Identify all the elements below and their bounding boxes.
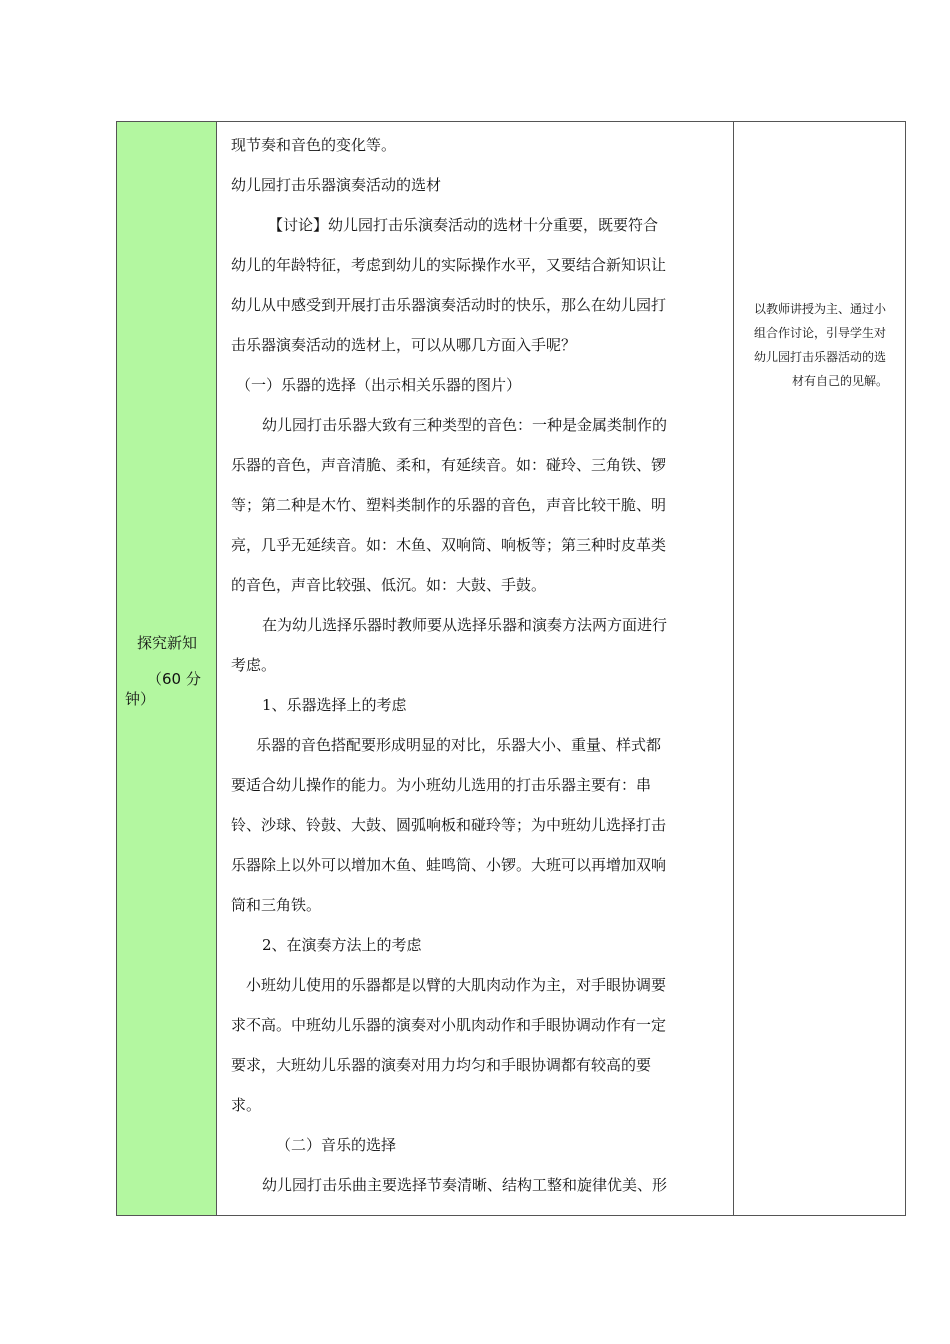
section-heading: 2、在演奏方法上的考虑 [262, 936, 422, 954]
content-line: 铃、沙球、铃鼓、大鼓、圆弧响板和碰玲等；为中班幼儿选择打击 [231, 816, 667, 834]
content-line: 乐器除上以外可以增加木鱼、蛙鸣筒、小锣。大班可以再增加双响 [231, 856, 667, 874]
content-line: 求。 [231, 1096, 262, 1114]
note-line: 材有自己的见解。 [791, 374, 888, 388]
content-line: 幼儿园打击乐曲主要选择节奏清晰、结构工整和旋律优美、形 [262, 1176, 668, 1194]
note-line: 以教师讲授为主、通过小 [753, 302, 886, 316]
content-line: 筒和三角铁。 [231, 896, 322, 914]
content-line: 现节奏和音色的变化等。 [231, 136, 397, 154]
content-line: 乐器的音色，声音清脆、柔和，有延续音。如：碰玲、三角铁、锣 [231, 456, 667, 474]
note-line: 组合作讨论，引导学生对 [753, 326, 886, 340]
content-line: 在为幼儿选择乐器时教师要从选择乐器和演奏方法两方面进行 [262, 616, 668, 634]
content-line: 求不高。中班幼儿乐器的演奏对小肌肉动作和手眼协调动作有一定 [231, 1016, 667, 1034]
section-heading: （一）乐器的选择（出示相关乐器的图片） [236, 376, 522, 394]
teaching-method-note [740, 297, 900, 393]
stage-cell [117, 122, 217, 1215]
content-line: 小班幼儿使用的乐器都是以臂的大肌肉动作为主，对手眼协调要 [246, 976, 667, 994]
content-line: 要求，大班幼儿乐器的演奏对用力均匀和手眼协调都有较高的要 [231, 1056, 652, 1074]
content-line: 【讨论】幼儿园打击乐演奏活动的选材十分重要，既要符合 [268, 216, 659, 234]
content-line: 的音色，声音比较强、低沉。如：大鼓、手鼓。 [231, 576, 547, 594]
content-line: 幼儿园打击乐器大致有三种类型的音色：一种是金属类制作的 [262, 416, 668, 434]
content-line: 考虑。 [231, 656, 277, 674]
note-line: 幼儿园打击乐器活动的选 [753, 350, 886, 364]
section-heading: （二）音乐的选择 [276, 1136, 397, 1154]
content-line: 亮，几乎无延续音。如：木鱼、双响筒、响板等；第三种时皮革类 [231, 536, 667, 554]
content-line: 击乐器演奏活动的选材上，可以从哪几方面入手呢？ [231, 336, 577, 354]
method-cell [734, 122, 905, 1215]
content-line: 等；第二种是木竹、塑料类制作的乐器的音色，声音比较干脆、明 [231, 496, 667, 514]
stage-title: 探究新知 [136, 634, 197, 652]
content-line: 要适合幼儿操作的能力。为小班幼儿选用的打击乐器主要有：串 [231, 776, 652, 794]
section-heading: 1、乐器选择上的考虑 [262, 696, 407, 714]
stage-duration: （60 分钟） [125, 670, 201, 708]
content-line: 乐器的音色搭配要形成明显的对比，乐器大小、重量、样式都 [256, 736, 662, 754]
content-line: 幼儿从中感受到开展打击乐器演奏活动时的快乐，那么在幼儿园打 [231, 296, 667, 314]
content-line: 幼儿的年龄特征，考虑到幼儿的实际操作水平，又要结合新知识让 [231, 256, 667, 274]
section-heading: 幼儿园打击乐器演奏活动的选材 [231, 176, 442, 194]
